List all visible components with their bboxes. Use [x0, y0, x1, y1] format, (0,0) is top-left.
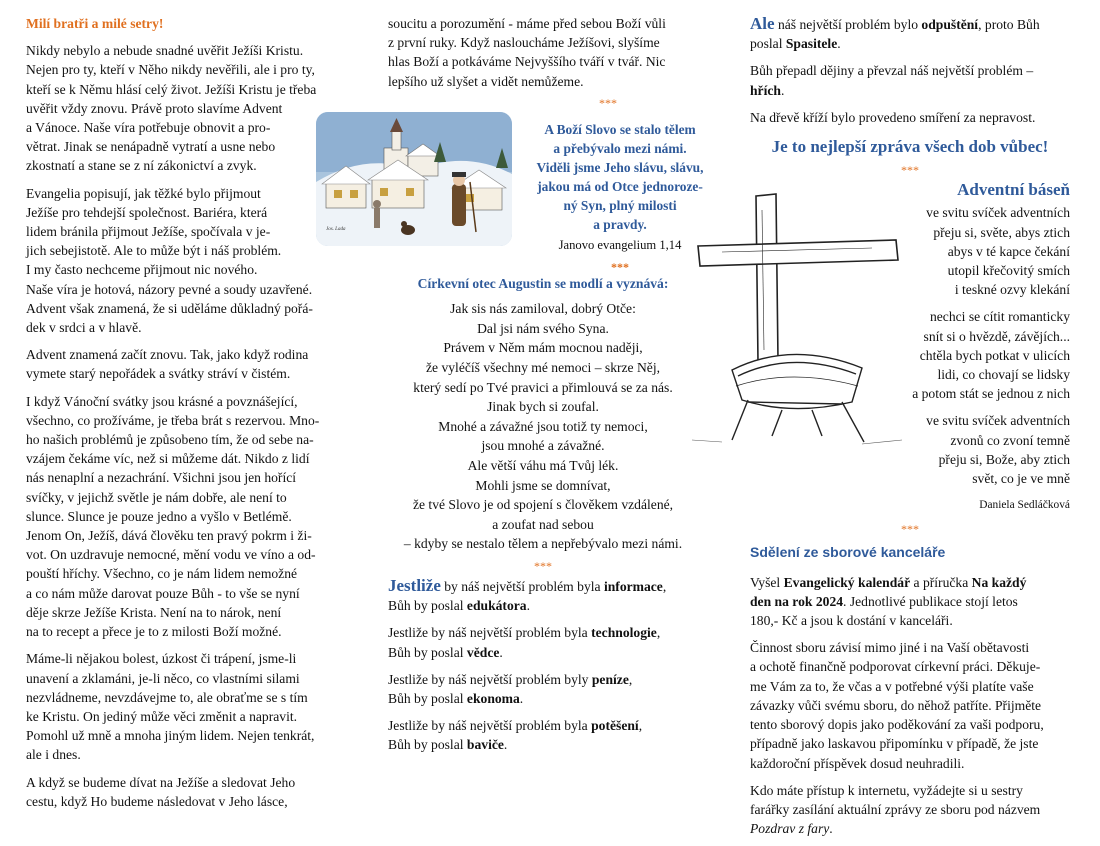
jestlize-item: Jestliže by náš největší problém byla informace, Bůh by poslal edukátora.: [388, 575, 667, 614]
text-line: jakou má od Otce jednoroze-: [537, 179, 703, 194]
poem-title: Adventní báseň: [957, 180, 1070, 200]
text-line: uvěřit vždy znovu. Právě proto slavíme Advent: [26, 100, 283, 116]
text-line: a co nám může darovat pouze Bůh - to vše se nyní: [26, 585, 300, 601]
separator-stars-3: ***: [534, 558, 552, 573]
text-line: kteří se k Němu hlásí celý život. Ježíši Kristu je třeba: [26, 81, 317, 97]
jestlize-item: Jestliže by náš největší problém byla technologie, Bůh by poslal vědce.: [388, 625, 661, 660]
text-line: Jinak bych si zoufal.: [487, 399, 599, 415]
poem-stanza: [750, 411, 1070, 488]
text-line: Jenom On, Ježíš, dává člověku ten pravý pokrm i ži-: [26, 528, 312, 544]
poem-line: svět, co je ve mně: [972, 471, 1070, 487]
text-line: nás nenaplní a nezachrání. Všichni jsou jen hořící: [26, 470, 297, 486]
text-line: jsou mnohé a závažné.: [481, 438, 605, 454]
text-line: me Vám za to, že včas a v potřebné výši platíte vaše: [750, 678, 1034, 694]
text-line: Mohli jsme se domnívat,: [475, 477, 611, 493]
office-p3-italic: Pozdrav z fary: [750, 821, 830, 837]
column-right: [750, 14, 1070, 846]
hrich-text-b: hřích: [750, 82, 781, 98]
column-left: [26, 14, 344, 819]
poem-line: ve svitu svíček adventních: [926, 205, 1070, 221]
office-p1-e: den na rok 2024: [750, 593, 844, 609]
jestlize-item: Jestliže by náš největší problém byla potěšení, Bůh by poslal baviče.: [388, 718, 643, 753]
paragraph-1: [26, 41, 344, 175]
greeting: Milí bratři a milé setry!: [26, 16, 164, 31]
text-line: Advent znamená začít znovu. Tak, jako když rodina: [26, 347, 309, 363]
text-line: ný Syn, plný milosti: [563, 198, 677, 213]
paragraph-5: [26, 649, 344, 764]
poem-line: abys v té kapce čekání: [947, 243, 1070, 259]
text-line: cestu, když Ho budeme následovat v Jeho lásce,: [26, 793, 288, 809]
text-line: vymete starý nepořádek a svátky stráví v čistém.: [26, 366, 291, 382]
poem-line: přeju si, Bože, aby ztich: [938, 451, 1070, 467]
office-p1-b: Evangelický kalendář: [783, 574, 911, 590]
text-line: pouští hříchy. Všechno, co je nám lidem nemožné: [26, 566, 298, 582]
text-line: Máme-li nějakou bolest, úzkost či trápení, jsme-li: [26, 651, 297, 667]
jestlize-lead: Jestliže: [388, 625, 429, 641]
text-line: že vyléčíš všechny mé nemoci – skrze Něj,: [425, 359, 661, 375]
text-line: větrat. Jinak se nenápadně vytratí a usne nebo: [26, 139, 276, 155]
middle-paragraph-1: [388, 14, 698, 91]
text-line: soucitu a porozumění - máme před sebou Boží vůli: [388, 16, 666, 31]
text-line: a pravdy.: [593, 217, 647, 232]
poem-line: snít si o hvězdě, závějích...: [923, 328, 1070, 344]
text-line: případně jako laskavou připomínku v případě, že jste: [750, 736, 1039, 752]
office-p1-f: . Jednotlivé publikace stojí letos: [843, 593, 1018, 609]
poem-line: ve svitu svíček adventních: [926, 413, 1070, 429]
poem: [750, 203, 1070, 488]
text-line: unavení a zklamáni, je-li něco, co vlastními silami: [26, 670, 300, 686]
separator-stars-4: ***: [901, 163, 919, 178]
text-line: Evangelia popisují, jak těžké bylo přijmout: [26, 185, 261, 201]
text-line: hlas Boží a potkáváme Nejvyššího tváří v tvář. Nic: [388, 54, 666, 70]
hrich-text-a: Bůh přepadl dějiny a převzal náš největší problém –: [750, 63, 1034, 79]
office-paragraph-1: [750, 573, 1070, 631]
text-line: že tvé Slovo je od spojení s člověkem vzdálené,: [412, 497, 674, 513]
text-line: závazky vůči svému sboru, do něhož patříte. Přijměte: [750, 697, 1042, 713]
text-line: zkostnatí a stane se z ní zákonictví a zvyk.: [26, 158, 257, 174]
poem-line: přeju si, světe, abys ztich: [933, 224, 1070, 240]
ale-paragraph: [750, 14, 1070, 53]
text-line: nezvládneme, nevzdávejme to, ale obraťme se s tím: [26, 689, 308, 705]
painting-signature: Jos. Lada: [326, 227, 346, 232]
text-line: a zoufat nad sebou: [492, 516, 594, 532]
paragraph-2: [26, 184, 344, 338]
poem-line: zvonů co zvoní temně: [950, 432, 1070, 448]
text-line: farářky zasílání aktuální zprávy ze sboru pod názvem: [750, 801, 1041, 817]
poem-line: i teskné ozvy klekání: [954, 282, 1070, 298]
text-line: každoroční příspěvek dosud neuhradili.: [750, 755, 965, 771]
paragraph-3: [26, 345, 344, 383]
bible-quote-text: [522, 120, 718, 234]
ale-lead: Ale: [750, 14, 775, 33]
office-p1-a: Vyšel: [750, 574, 784, 590]
text-line: a ochotě finančně podporovat církevní práci. Děkuje-: [750, 659, 1041, 675]
poem-author: Daniela Sedláčková: [979, 499, 1070, 512]
text-line: – kdyby se nestalo tělem a nepřebývalo mezi námi.: [403, 536, 683, 552]
text-line: jich sebejistotě. Ale to může být i náš problém.: [26, 243, 282, 259]
text-line: lidem bránila přijmout Ježíše, spočívala v je-: [26, 224, 271, 240]
text-line: A Boží Slovo se stalo tělem: [544, 122, 696, 137]
text-line: vot. On uzdravuje nemocné, mění vodu ve víno a od-: [26, 547, 316, 563]
text-line: Ale větší váhu má Tvůj lék.: [467, 457, 619, 473]
hrich-text-c: .: [780, 82, 785, 98]
text-line: z první ruky. Když nasloucháme Ježíšovi, slyšíme: [388, 35, 660, 51]
ale-text-e: Spasitele: [785, 36, 838, 52]
text-line: a přebývalo mezi námi.: [553, 141, 687, 156]
poem-line: utopil křečovitý smích: [947, 263, 1070, 279]
text-line: Advent však znamená, že si uděláme důkladný pořá-: [26, 300, 313, 316]
office-p3-end: .: [829, 821, 833, 837]
augustin-section: [388, 274, 698, 763]
office-p1-d: Na každý: [971, 574, 1027, 590]
text-line: Pomohl už mně a mnoha jiným lidem. Nejen tenkrát,: [26, 728, 315, 744]
text-line: Nikdy nebylo a nebude snadné uvěřit Ježíši Kristu.: [26, 43, 304, 59]
text-line: a Vánoce. Naše víra potřebuje obnovit a pro-: [26, 120, 271, 136]
text-line: Právem v Něm mám mocnou naději,: [443, 340, 643, 356]
text-line: všechno, co prožíváme, je třeba brát s rezervou. Mno-: [26, 412, 320, 428]
winter-village-image: [316, 112, 512, 246]
poem-line: a potom stát se jednou z nich: [912, 386, 1070, 402]
jestlize-list: [388, 576, 698, 755]
ale-text-c: , proto Bůh: [978, 17, 1040, 32]
text-line: Nejen pro ty, kteří v Něho nikdy nevěřili, ale i pro ty,: [26, 62, 315, 78]
text-line: svíčky, v jejichž světle je nám dobře, ale není to: [26, 489, 287, 505]
text-line: Mnohé a závažné jsou totiž ty nemoci,: [438, 418, 648, 434]
augustin-title: Církevní otec Augustin se modlí a vyznává:: [417, 276, 669, 291]
paragraph-4: [26, 392, 344, 642]
smireni-paragraph: Na dřevě kříží bylo provedeno smíření za nepravost.: [750, 109, 1036, 125]
office-title: Sdělení ze sborové kanceláře: [750, 544, 946, 561]
paragraph-6: [26, 773, 344, 811]
office-paragraph-2: [750, 638, 1070, 772]
jestlize-item: Jestliže by náš největší problém byly peníze, Bůh by poslal ekonoma.: [388, 671, 633, 706]
poem-stanza: [750, 203, 1070, 299]
text-line: ke Kristu. On jediný může věci změnit a napravit.: [26, 708, 298, 724]
text-line: A když se budeme dívat na Ježíše a sledovat Jeho: [26, 774, 296, 790]
hrich-paragraph: [750, 61, 1070, 99]
text-line: Jak sis nás zamiloval, dobrý Otče:: [450, 301, 636, 317]
poem-line: nechci se cítit romanticky: [929, 309, 1070, 325]
ale-text-b: odpuštění: [921, 17, 979, 32]
text-line: slunce. Slunce je pouze jedno a vyšlo v Betlémě.: [26, 508, 292, 524]
ale-text-f: .: [837, 36, 841, 52]
separator-stars-5: ***: [901, 522, 919, 537]
text-line: I když Vánoční svátky jsou krásné a povznášející,: [26, 393, 298, 409]
office-p3-lines: [750, 783, 1040, 817]
office-p1-c: a příručka: [910, 574, 972, 590]
text-line: Dal jsi nám svého Syna.: [477, 320, 609, 336]
bible-quote: [522, 120, 718, 281]
text-line: Viděli jsme Jeho slávu, slávu,: [536, 160, 704, 175]
text-line: děje skrze Ježíše Krista. Není na to nárok, není: [26, 604, 282, 620]
text-line: který sedí po Tvé pravici a přimlouvá se za nás.: [413, 379, 673, 395]
office-p1-g: 180,- Kč a jsou k dostání v kanceláři.: [750, 613, 953, 629]
text-line: ho našich problémů je způsobeno tím, že od sebe na-: [26, 432, 314, 448]
jestlize-lead: Jestliže: [388, 575, 441, 595]
separator-stars-2: ***: [611, 260, 629, 274]
text-line: na to recept a přece je to z milosti Boží možné.: [26, 624, 282, 640]
augustin-prayer: [388, 299, 698, 554]
text-line: ale i dnes.: [26, 747, 81, 763]
text-line: tento sborový dopis jako poděkování za vaši podporu,: [750, 717, 1044, 733]
text-line: lepšího už slyšet a vidět nemůžeme.: [388, 73, 584, 89]
poem-line: lidi, co chovají se lidsky: [937, 367, 1070, 383]
ale-text-d: poslal: [750, 36, 786, 52]
poem-line: chtěla bych potkat v ulicích: [919, 347, 1070, 363]
office-paragraph-3: [750, 781, 1070, 839]
jestlize-lead: Jestliže: [388, 718, 429, 734]
winter-village-painting: [316, 112, 512, 246]
jestlize-lead: Jestliže: [388, 671, 429, 687]
bible-quote-source: Janovo evangelium 1,14: [558, 238, 682, 252]
text-line: Kdo máte přístup k internetu, vyžádejte si u sestry: [750, 782, 1023, 798]
text-line: I my často nechceme přijmout nic nového.: [26, 262, 258, 278]
text-line: vzájem čekáme víc, než si můžeme dát. Nikdo z lidí: [26, 451, 310, 467]
text-line: Ježíše pro tehdejší společnost. Bariéra, která: [26, 204, 268, 220]
ale-text-a: náš největší problém bylo: [774, 17, 922, 32]
text-line: dek v srdci a v hlavě.: [26, 320, 142, 336]
text-line: Naše víra je hotová, názory pevné a soudy uzavřené.: [26, 281, 313, 297]
column-middle: [388, 14, 698, 117]
text-line: Činnost sboru závisí mimo jiné i na Vaší obětavosti: [750, 640, 1030, 656]
separator-stars-1: ***: [599, 95, 617, 110]
headline: Je to nejlepší zpráva všech dob vůbec!: [771, 137, 1049, 157]
poem-stanza: [750, 307, 1070, 403]
